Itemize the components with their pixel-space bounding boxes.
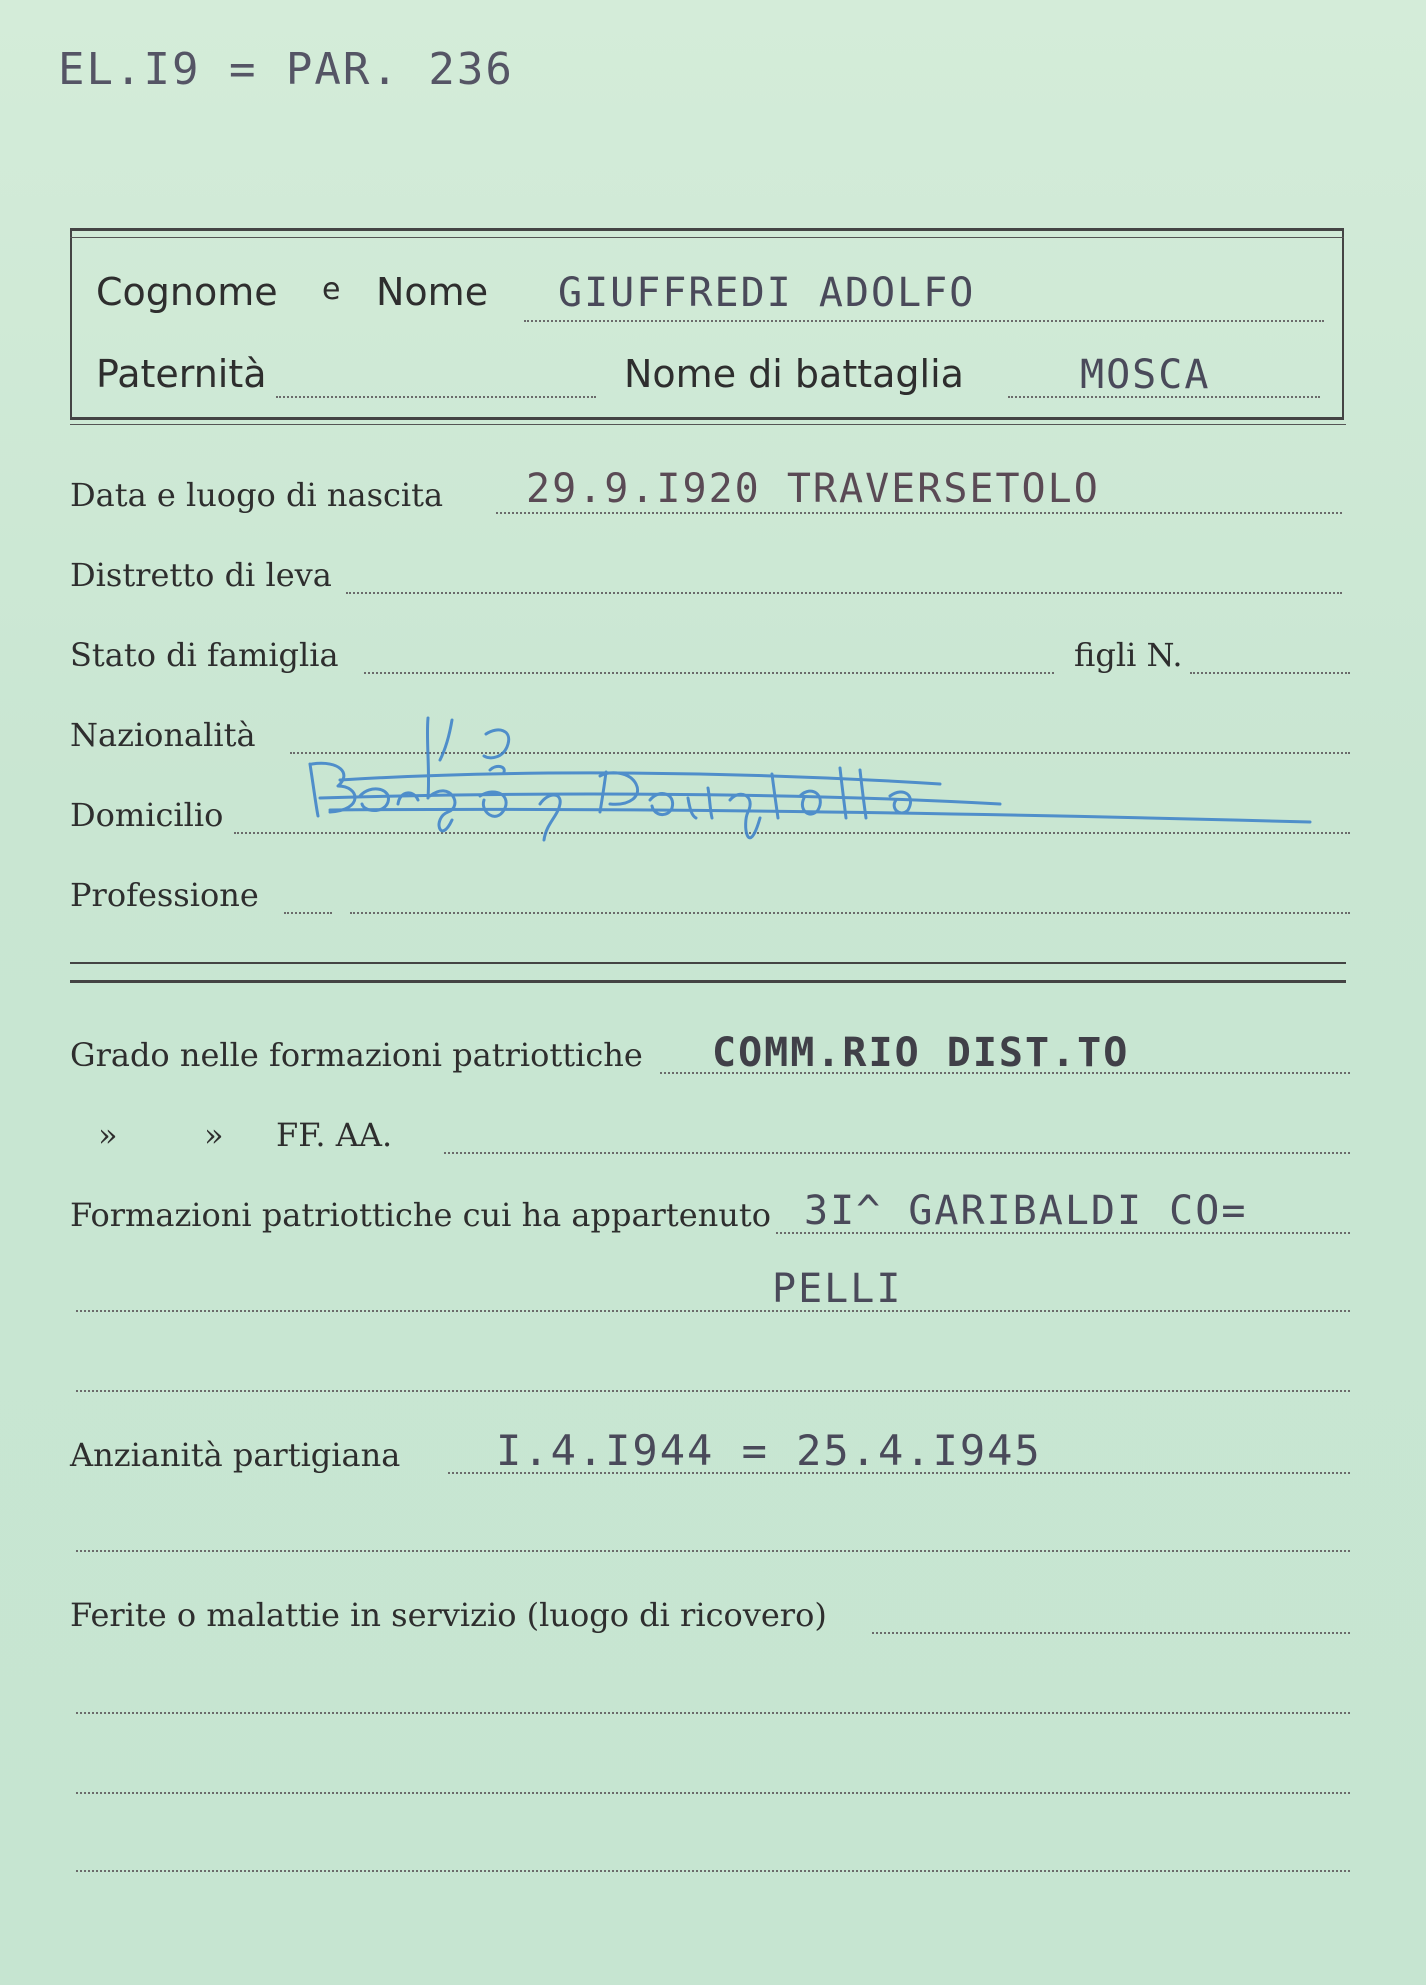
section-divider-double	[70, 980, 1346, 983]
birth-value: 29.9.I920 TRAVERSETOLO	[526, 466, 1100, 512]
handwritten-crossed-out-domicile	[300, 700, 1320, 890]
wounds-line-4	[76, 1870, 1350, 1872]
archive-code: EL.I9 = PAR. 236	[58, 44, 514, 95]
district-line	[346, 592, 1342, 594]
formations-value-2: PELLI	[772, 1266, 903, 1312]
surname-label: Cognome	[96, 270, 278, 314]
profession-line-a	[284, 912, 332, 914]
wounds-line-2	[76, 1712, 1350, 1714]
nationality-label: Nazionalità	[70, 716, 256, 754]
wounds-line-1	[872, 1632, 1350, 1634]
birth-line	[496, 512, 1342, 514]
profession-line-b	[350, 912, 1350, 914]
wounds-line-3	[76, 1792, 1350, 1794]
battle-name-label: Nome di battaglia	[624, 352, 964, 396]
domicile-label: Domicilio	[70, 796, 224, 834]
seniority-label: Anzianità partigiana	[70, 1436, 401, 1474]
ffaa-quote-2: »	[204, 1116, 224, 1154]
surname-name-line	[524, 320, 1324, 322]
profession-label: Professione	[70, 876, 259, 914]
ffaa-label: FF. AA.	[276, 1116, 393, 1154]
formations-line-3	[76, 1390, 1350, 1392]
rank-value: COMM.RIO DIST.TO	[712, 1030, 1130, 1076]
birth-label: Data e luogo di nascita	[70, 476, 444, 514]
paternity-label: Paternità	[96, 352, 267, 396]
rank-label: Grado nelle formazioni patriottiche	[70, 1036, 643, 1074]
wounds-label: Ferite o malattie in servizio (luogo di ricovero)	[70, 1596, 827, 1634]
ffaa-line	[444, 1152, 1350, 1154]
children-label: figli N.	[1074, 636, 1183, 674]
battle-name-value: MOSCA	[1080, 352, 1211, 398]
section-divider	[70, 962, 1346, 964]
name-label: Nome	[376, 270, 489, 314]
formations-line-2	[76, 1310, 1350, 1312]
paternity-line	[276, 396, 596, 398]
seniority-value: I.4.I944 = 25.4.I945	[496, 1426, 1042, 1475]
family-label: Stato di famiglia	[70, 636, 339, 674]
district-label: Distretto di leva	[70, 556, 332, 594]
formations-label: Formazioni patriottiche cui ha appartenuto	[70, 1196, 771, 1234]
rule	[70, 424, 1346, 425]
formations-value-1: 3I^ GARIBALDI CO=	[804, 1188, 1248, 1234]
children-line	[1190, 672, 1350, 674]
seniority-line-2	[76, 1550, 1350, 1552]
surname-name-sep: e	[322, 272, 341, 307]
family-line	[364, 672, 1054, 674]
surname-name-value: GIUFFREDI ADOLFO	[558, 270, 976, 316]
ffaa-quote-1: »	[98, 1116, 118, 1154]
